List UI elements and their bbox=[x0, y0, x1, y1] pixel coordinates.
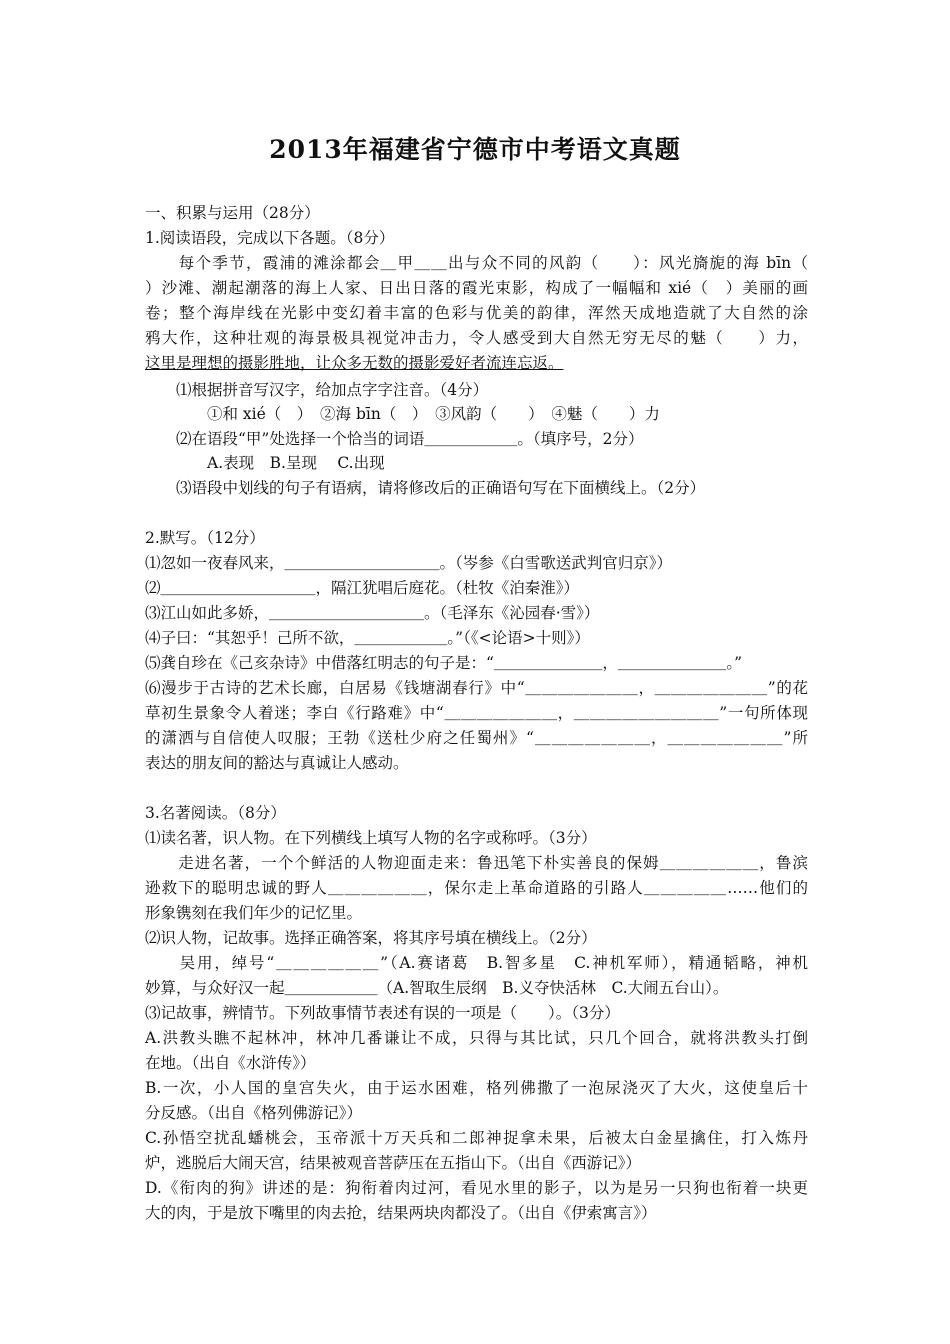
text-line: ⑵识人物，记故事。选择正确答案，将其序号填在横线上。（2分） bbox=[145, 929, 597, 947]
text-line: 走进名著，一个个鲜活的人物迎面走来：鲁迅笔下朴实善良的保姆＿＿＿＿＿＿，鲁滨 bbox=[145, 854, 808, 872]
text-line: 这里是理想的摄影胜地，让众多无数的摄影爱好者流连忘返。 bbox=[145, 354, 564, 372]
text-line: 在地。（出自《水浒传》） bbox=[145, 1054, 316, 1072]
text-line: 表达的朋友间的豁达与真诚让人感动。 bbox=[145, 754, 409, 772]
text-line: 妙算，与众好汉一起＿＿＿＿＿＿（A.智取生辰纲 B.义夺快活林 C.大闹五台山）。 bbox=[145, 979, 729, 997]
text-line: ⑵＿＿＿＿＿＿＿＿＿＿，隔江犹唱后庭花。（杜牧《泊秦淮》） bbox=[145, 579, 580, 597]
text-line: ⑶语段中划线的句子有语病，请将修改后的正确语句写在下面横线上。（2分） bbox=[145, 479, 706, 497]
text-line: 草初生景象令人着迷；李白《行路难》中“＿＿＿＿＿＿＿，＿＿＿＿＿＿＿＿＿”一句所体现 bbox=[145, 704, 808, 722]
text-line: ⑶江山如此多娇，＿＿＿＿＿＿＿＿＿＿。（毛泽东《沁园春·雪》） bbox=[145, 604, 600, 622]
text-line: 大的肉，于是放下嘴里的肉去抢，结果两块肉都没了。（出自《伊索寓言》） bbox=[145, 1204, 657, 1222]
text-line: ⑶记故事，辨情节。下列故事情节表述有误的一项是（ ）。（3分） bbox=[145, 1004, 620, 1022]
page-title: 2013年福建省宁德市中考语文真题 bbox=[269, 135, 681, 164]
text-line: ⑴根据拼音写汉字，给加点字字注音。（4分） bbox=[145, 381, 489, 399]
text-line: 1.阅读语段，完成以下各题。（8分） bbox=[145, 229, 395, 247]
text-line: 3.名著阅读。（8分） bbox=[145, 804, 286, 822]
text-line: ⑸龚自珍在《己亥杂诗》中借落红明志的句子是：“＿＿＿＿＿＿＿，＿＿＿＿＿＿＿。” bbox=[145, 654, 743, 672]
text-line: B.一次，小人国的皇宫失火，由于运水困难，格列佛撒了一泡尿浇灭了大火，这使皇后十 bbox=[145, 1079, 808, 1097]
text-line: 逊救下的聪明忠诚的野人＿＿＿＿＿＿，保尔走上革命道路的引路人＿＿＿＿＿……他们的 bbox=[145, 879, 808, 897]
text-line: 一、积累与运用（28分） bbox=[145, 204, 320, 222]
text-line: ）沙滩、潮起潮落的海上人家、日出日落的霞光束影，构成了一幅幅和 xié（ ）美丽的画 bbox=[145, 279, 808, 297]
text-line: 卷；整个海岸线在光影中变幻着丰富的色彩与优美的韵律，浑然天成地造就了大自然的涂 bbox=[145, 304, 808, 322]
text-line: 吴用，绰号“＿＿＿＿＿＿”（A.赛诸葛 B.智多星 C.神机军师），精通韬略，神机 bbox=[145, 954, 808, 972]
text-line: 2.默写。（12分） bbox=[145, 529, 265, 547]
text-line: D.《衔肉的狗》讲述的是：狗衔着肉过河，看见水里的影子，以为是另一只狗也衔着一块更 bbox=[145, 1179, 808, 1197]
text-line: ⑵在语段“甲”处选择一个恰当的词语＿＿＿＿＿＿。（填序号，2分） bbox=[145, 430, 644, 448]
text-line: ①和 xié（ ） ②海 bīn（ ） ③风韵（ ） ④魅（ ）力 bbox=[145, 405, 660, 423]
text-line: C.孙悟空扰乱蟠桃会，玉帝派十万天兵和二郎神捉拿未果，后被太白金星擒住，打入炼丹 bbox=[145, 1129, 808, 1147]
text-line: ⑴忽如一夜春风来，＿＿＿＿＿＿＿＿＿＿。（岑参《白雪歌送武判官归京》） bbox=[145, 554, 673, 572]
text-line: 鸦大作，这种壮观的海景极具视觉冲击力，令人感受到大自然无穷无尽的魅（ ）力， bbox=[145, 329, 808, 347]
text-line: A.表现 B.呈现 C.出现 bbox=[145, 454, 385, 472]
text-line: 形象镌刻在我们年少的记忆里。 bbox=[145, 904, 363, 922]
text-line: ⑷子曰：“其恕乎！己所不欲，＿＿＿＿＿＿。”（《<论语>十则》） bbox=[145, 629, 590, 647]
text-line: 的潇洒与自信使人叹服；王勃《送杜少府之任蜀州》“＿＿＿＿＿＿＿，＿＿＿＿＿＿＿”所 bbox=[145, 729, 808, 747]
text-line: 炉，逃脱后大闹天宫，结果被观音菩萨压在五指山下。（出自《西游记》） bbox=[145, 1154, 642, 1172]
text-line: ⑴读名著，识人物。在下列横线上填写人物的名字或称呼。（3分） bbox=[145, 829, 597, 847]
text-line: 分反感。（出自《格列佛游记》） bbox=[145, 1104, 363, 1122]
text-line: ⑹漫步于古诗的艺术长廊，白居易《钱塘湖春行》中“＿＿＿＿＿＿＿，＿＿＿＿＿＿＿”的花 bbox=[145, 679, 808, 697]
text-line: A.洪教头瞧不起林冲，林冲几番谦让不成，只得与其比试，只几个回合，就将洪教头打倒 bbox=[145, 1029, 808, 1047]
text-line: 每个季节，霞浦的滩涂都会＿甲＿＿出与众不同的风韵（ ）：风光旖旎的海 bīn（ bbox=[145, 254, 808, 272]
